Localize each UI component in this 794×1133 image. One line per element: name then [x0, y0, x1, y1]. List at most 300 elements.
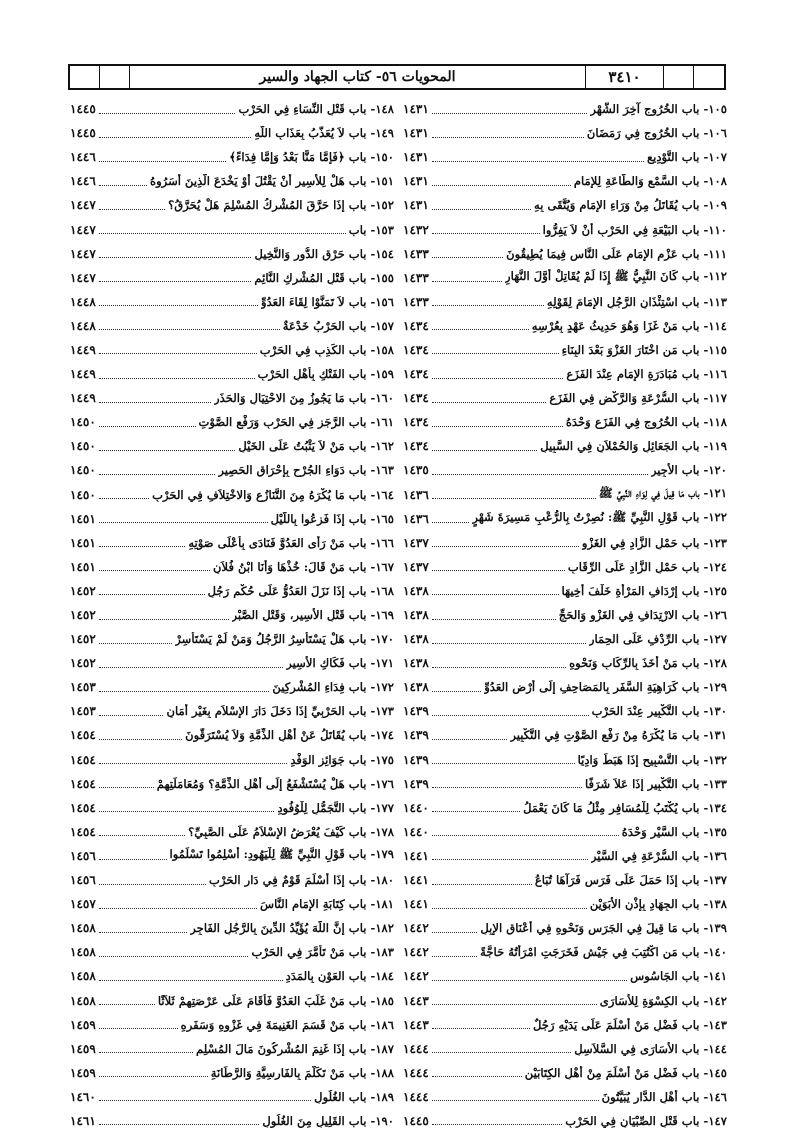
toc-entry — [403, 579, 727, 603]
toc-entry — [403, 242, 727, 266]
toc-entry-title: ١٣٩- باب مَا قِيلَ فِي الجَرَسِ وَنَحْوِهِ فِي أَعْنَاقِ الإِبِلِ — [480, 921, 727, 936]
toc-entry-title: ١٨٩- باب الغُلُولِ — [314, 1089, 394, 1104]
toc-entry-page: ١٤٣٦ — [403, 487, 429, 502]
toc-entry-page: ١٤٥٨ — [70, 945, 96, 960]
toc-entry — [403, 338, 727, 362]
toc-entry-title: ١١٨- باب الخُرُوجِ فِي الفَزَعِ وَحْدَهُ — [565, 415, 727, 430]
dot-leader — [432, 378, 564, 379]
dot-leader — [432, 305, 544, 306]
dot-leader — [432, 932, 478, 933]
toc-column-left — [70, 97, 394, 1128]
toc-entry-title: ١٣١- باب مَا يُكْرَهُ مِنْ رَفْعِ الصَّوْتِ فِي التَّكْبِيرِ — [510, 728, 727, 743]
toc-entry — [403, 290, 727, 314]
toc-entry-page: ١٤٥٤ — [70, 728, 96, 743]
toc-entry — [403, 964, 727, 988]
toc-entry-title: ١٨٨- باب مَنْ تَكَلَّمَ بِالفَارِسِيَّةِ وَالرَّطَانَةِ — [210, 1065, 394, 1080]
dot-leader — [432, 353, 559, 354]
toc-entry-page: ١٤٣٦ — [403, 511, 429, 526]
toc-entry-page: ١٤٥٠ — [70, 487, 96, 502]
toc-entry-title: ١٤٠- باب مَنِ اكْتُتِبَ فِي جَيْشٍ فَخَرَجَتِ امْرَأَتُهُ حَاجَّةً — [480, 945, 727, 960]
dot-leader — [99, 402, 211, 403]
toc-entry-page: ١٤٤١ — [403, 848, 429, 863]
toc-entry — [70, 242, 394, 266]
dot-leader — [432, 667, 566, 668]
toc-entry — [403, 434, 727, 458]
toc-entry-title: ١٧٥- باب جَوَائِزِ الوَفْدِ — [290, 752, 394, 767]
toc-entry — [403, 1109, 727, 1133]
toc-entry-page: ١٤٥٦ — [70, 873, 96, 888]
toc-entry-title: ١٧٠- باب هَلْ يَسْتَأْسِرُ الرَّجُلُ وَمَنْ لَمْ يَسْتَأْسِرْ — [175, 632, 394, 647]
toc-entry-page: ١٤٥١ — [70, 559, 96, 574]
toc-entry — [403, 458, 727, 482]
toc-entry — [70, 362, 394, 386]
dot-leader — [99, 281, 252, 282]
dot-leader — [99, 498, 149, 499]
dot-leader — [432, 1076, 522, 1077]
toc-entry-page: ١٤٣٤ — [403, 318, 429, 333]
dot-leader — [432, 522, 470, 523]
dot-leader — [99, 884, 206, 885]
toc-entry — [403, 362, 727, 386]
page-header — [68, 64, 726, 90]
toc-entry-title: ١٤٧- باب قَتْلِ الصِّبْيَانِ فِي الحَرْبِ — [565, 1113, 727, 1128]
toc-entry-page: ١٤٣١ — [403, 150, 429, 165]
toc-entry-title: ١٥١- باب هَلْ لِلأَسِيرِ أَنْ يَقْتُلَ أَوْ يَخْدَعَ الَّذِينَ أَسَرُوهُ — [150, 174, 394, 189]
dot-leader — [99, 715, 164, 716]
toc-entry-page: ١٤٤٥ — [70, 102, 96, 117]
toc-entry-page: ١٤٣٨ — [403, 608, 429, 623]
dot-leader — [432, 691, 481, 692]
toc-entry-page: ١٤٣١ — [403, 126, 429, 141]
toc-entry-page: ١٤٤٨ — [70, 318, 96, 333]
dot-leader — [432, 233, 540, 234]
dot-leader — [432, 498, 596, 499]
dot-leader — [99, 305, 258, 306]
header-empty-cell — [70, 66, 100, 88]
dot-leader — [432, 426, 563, 427]
toc-entry-title: ١٤٥- باب فَضْلِ مَنْ أَسْلَمَ مِنْ أَهْلِ الكِتَابَيْنِ — [524, 1065, 727, 1080]
toc-entry-title: ١٣٠- باب التَّكْبِيرِ عِنْدَ الحَرْبِ — [591, 704, 727, 719]
toc-entry-page: ١٤٥٢ — [70, 583, 96, 598]
toc-entry — [403, 169, 727, 193]
dot-leader — [99, 980, 283, 981]
toc-entry-title: ١٠٧- باب التَّوْدِيعِ — [646, 150, 727, 165]
toc-entry-page: ١٤٥٤ — [70, 824, 96, 839]
toc-entry-page: ١٤٣٧ — [403, 535, 429, 550]
toc-entry — [70, 748, 394, 772]
toc-entry — [403, 386, 727, 410]
toc-entry-page: ١٤٥٣ — [70, 704, 96, 719]
toc-entry-page: ١٤٦١ — [70, 1113, 96, 1128]
toc-entry — [403, 796, 727, 820]
dot-leader — [99, 522, 268, 523]
toc-entry-title: ١٦٠- باب مَا يَجُوزُ مِنَ الاحْتِيَالِ وَالحَذَرِ — [214, 391, 394, 406]
toc-entry-title: ١٦٣- باب دَوَاءِ الجُرْحِ بِإِحْرَاقِ الحَصِيرِ — [218, 463, 394, 478]
toc-entry-title: ١٨٤- باب العَوْنِ بِالمَدَدِ — [285, 969, 394, 984]
toc-entry-title: ١٢٤- باب حَمْلِ الزَّادِ عَلَى الرِّقَابِ — [567, 559, 727, 574]
dot-leader — [432, 185, 571, 186]
toc-entry — [70, 675, 394, 699]
toc-entry — [70, 1061, 394, 1085]
toc-entry-title: ١٥٠- باب ﴿فَإِمَّا مَنًّا بَعْدُ وَإِمَّا فِدَاءً﴾ — [229, 150, 394, 165]
toc-entry-title: ١١٠- باب البَيْعَةِ فِي الحَرْبِ أَنْ لاَ يَفِرُّوا — [542, 222, 727, 237]
dot-leader — [432, 739, 508, 740]
toc-entry-title: ١١٩- باب الجَعَائِلِ وَالحُمْلاَنِ فِي السَّبِيلِ — [540, 439, 727, 454]
toc-entry-page: ١٤٥٨ — [70, 969, 96, 984]
toc-entry-title: ١٥٤- باب حَرْقِ الدُّورِ وَالنَّخِيلِ — [254, 246, 394, 261]
dot-leader — [432, 594, 559, 595]
toc-entry-page: ١٤٤٠ — [403, 824, 429, 839]
toc-entry-page: ١٤٤٧ — [70, 246, 96, 261]
dot-leader — [432, 956, 477, 957]
toc-entry — [403, 748, 727, 772]
toc-entry-title: ١٢٩- باب كَرَاهِيَةِ السَّفَرِ بِالمَصَاحِفِ إِلَى أَرْضِ العَدُوِّ — [484, 680, 727, 695]
toc-entry-title: ١١٦- باب مُبَادَرَةِ الإِمَامِ عِنْدَ الفَزَعِ — [566, 367, 727, 382]
toc-entry-title: ١٨٥- باب مَنْ غَلَبَ العَدُوَّ فَأَقَامَ عَلَى عَرْصَتِهِمْ ثَلاَثًا — [157, 993, 394, 1008]
toc-entry — [70, 1085, 394, 1109]
toc-entry — [403, 844, 727, 868]
toc-entry-title: ١٢٧- باب الرِّدْفِ عَلَى الحِمَارِ — [588, 632, 727, 647]
toc-entry-title: ١٦٩- باب قَتْلِ الأَسِيرِ، وَقَتْلِ الصَّبْرِ — [231, 608, 394, 623]
dot-leader — [99, 619, 229, 620]
toc-entry-page: ١٤٤٢ — [403, 945, 429, 960]
dot-leader — [432, 1028, 530, 1029]
toc-entry — [70, 266, 394, 290]
toc-entry-page: ١٤٣٣ — [403, 294, 429, 309]
toc-entry — [70, 844, 394, 868]
dot-leader — [99, 185, 147, 186]
toc-entry-page: ١٤٣٣ — [403, 270, 429, 285]
toc-list-left — [70, 97, 394, 1133]
toc-entry — [70, 868, 394, 892]
dot-leader — [432, 980, 627, 981]
toc-entry-page: ١٤٣٤ — [403, 342, 429, 357]
header-empty-cell — [694, 66, 724, 88]
toc-entry-title: ١٤٩- باب لاَ يُعَذَّبُ بِعَذَابِ اللَّهِ — [254, 126, 394, 141]
toc-entry-title: ١٨٠- باب إِذَا أَسْلَمَ قَوْمٌ فِي دَارِ الحَرْبِ — [209, 873, 394, 888]
toc-entry — [403, 97, 727, 121]
dot-leader — [99, 1052, 193, 1053]
toc-entry — [70, 169, 394, 193]
dot-leader — [432, 859, 588, 860]
toc-entry-page: ١٤٥١ — [70, 511, 96, 526]
dot-leader — [99, 426, 196, 427]
dot-leader — [99, 474, 216, 475]
dot-leader — [99, 1124, 260, 1125]
toc-entry-page: ١٤٥٢ — [70, 608, 96, 623]
toc-entry — [403, 555, 727, 579]
toc-entry-title: ١٧٩- باب قَوْلِ النَّبِيِّ ﷺ لِلْيَهُودِ: أَسْلِمُوا تَسْلَمُوا — [169, 847, 394, 862]
toc-entry — [70, 145, 394, 169]
toc-entry — [403, 603, 727, 627]
toc-entry-title: ١٦٤- باب مَا يُكْرَهُ مِنَ التَّنَازُعِ وَالاخْتِلاَفِ فِي الحَرْبِ — [152, 487, 394, 502]
dot-leader — [432, 884, 532, 885]
dot-leader — [99, 113, 236, 114]
dot-leader — [432, 908, 587, 909]
toc-entry — [403, 627, 727, 651]
toc-entry-title: ١١٥- باب مَنِ اخْتَارَ الغَزْوَ بَعْدَ البِنَاءِ — [561, 342, 727, 357]
toc-entry-title: ١٧٢- باب فِدَاءِ المُشْرِكِينَ — [272, 680, 394, 695]
toc-entry — [70, 97, 394, 121]
dot-leader — [99, 691, 270, 692]
toc-entry-title: ١١٧- باب السُّرْعَةِ وَالرَّكْضِ فِي الفَزَعِ — [549, 391, 727, 406]
dot-leader — [432, 257, 503, 258]
toc-entry-title: ١١٢- باب كَانَ النَّبِيُّ ﷺ إِذَا لَمْ يُقَاتِلْ أَوَّلَ النَّهَارِ — [505, 269, 727, 284]
toc-entry-page: ١٤٣٥ — [403, 463, 429, 478]
toc-entry — [70, 217, 394, 241]
dot-leader — [99, 643, 172, 644]
toc-entry — [70, 531, 394, 555]
dot-leader — [432, 281, 502, 282]
toc-entry-title: ١٧٣- باب الحَرْبِيِّ إِذَا دَخَلَ دَارَ الإِسْلاَمِ بِغَيْرِ أَمَانٍ — [166, 704, 394, 719]
dot-leader — [432, 450, 537, 451]
toc-entry-page: ١٤٤٢ — [403, 921, 429, 936]
dot-leader — [432, 715, 589, 716]
toc-entry-title: ١٤٣- باب فَضْلِ مَنْ أَسْلَمَ عَلَى يَدَيْهِ رَجُلٌ — [532, 1017, 727, 1032]
toc-entry-title: ١١٤- باب مَنْ غَزَا وَهُوَ حَدِيثُ عَهْدٍ بِعُرْسِهِ — [531, 318, 727, 333]
toc-entry-page: ١٤٣٨ — [403, 680, 429, 695]
toc-entry-title: ١٦٥- باب إِذَا فَزِعُوا بِاللَّيْلِ — [270, 511, 394, 526]
toc-entry-title: ١٤٤- باب الأُسَارَى فِي السَّلاَسِلِ — [574, 1041, 727, 1056]
toc-entry-title: ١٨٢- باب إِنَّ اللَّهَ يُؤَيِّدُ الدِّينَ بِالرَّجُلِ الفَاجِرِ — [190, 921, 394, 936]
toc-entry — [403, 1085, 727, 1109]
toc-entry — [403, 314, 727, 338]
toc-entry-title: ١٣٣- باب التَّكْبِيرِ إِذَا عَلاَ شَرَفًا — [584, 776, 727, 791]
toc-entry — [403, 651, 727, 675]
toc-entry-page: ١٤٤٤ — [403, 1041, 429, 1056]
toc-entry — [403, 892, 727, 916]
dot-leader — [432, 787, 582, 788]
dot-leader — [432, 113, 588, 114]
toc-entry — [70, 579, 394, 603]
toc-entry — [70, 483, 394, 507]
dot-leader — [432, 546, 579, 547]
toc-entry-page: ١٤٤٩ — [70, 342, 96, 357]
toc-entry-page: ١٤٣٨ — [403, 656, 429, 671]
dot-leader — [432, 1052, 571, 1053]
toc-entry — [403, 1061, 727, 1085]
dot-leader — [99, 811, 275, 812]
toc-entry — [70, 338, 394, 362]
toc-entry — [403, 940, 727, 964]
toc-entry — [403, 675, 727, 699]
toc-entry — [70, 434, 394, 458]
toc-entry-title: ١٦٢- باب مَنْ لاَ يَثْبُتُ عَلَى الخَيْلِ — [238, 439, 394, 454]
toc-entry-page: ١٤٤٤ — [403, 1089, 429, 1104]
toc-entry — [70, 1109, 394, 1133]
header-empty-cell — [664, 66, 694, 88]
dot-leader — [432, 1004, 597, 1005]
toc-entry — [70, 1013, 394, 1037]
toc-entry-title: ١٦٦- باب مَنْ رَأَى العَدُوَّ فَنَادَى بِأَعْلَى صَوْتِهِ — [188, 535, 394, 550]
dot-leader — [432, 1124, 562, 1125]
toc-entry-page: ١٤٥١ — [70, 535, 96, 550]
dot-leader — [99, 570, 210, 571]
toc-entry-page: ١٤٤٧ — [70, 222, 96, 237]
toc-entry-page: ١٤٤٣ — [403, 1017, 429, 1032]
toc-entry — [403, 193, 727, 217]
toc-entry — [403, 772, 727, 796]
toc-entry-page: ١٤٤٤ — [403, 1065, 429, 1080]
toc-entry — [70, 410, 394, 434]
toc-entry-title: ١٦٧- باب مَنْ قَالَ: خُذْهَا وَأَنَا ابْنُ فُلاَنٍ — [213, 559, 394, 574]
toc-entry-title: ١٢١- باب مَا قِيلَ فِي لِوَاءِ النَّبِيِّ ﷺ — [598, 486, 727, 501]
toc-entry-page: ١٤٤٣ — [403, 993, 429, 1008]
toc-entry-title: ١٧٨- باب كَيْفَ يُعْرَضُ الإِسْلاَمُ عَلَى الصَّبِيِّ؟ — [188, 824, 394, 839]
toc-entry — [403, 266, 727, 290]
toc-entry-title: ١٠٥- باب الخُرُوجِ آخِرَ الشَّهْرِ — [590, 102, 727, 117]
toc-entry — [70, 964, 394, 988]
toc-entry-page: ١٤٥٦ — [70, 848, 96, 863]
dot-leader — [99, 1076, 208, 1077]
toc-entry-title: ١٥٦- باب لاَ تَمَنَّوْا لِقَاءَ العَدُوِّ — [260, 294, 394, 309]
toc-entry-title: ١٥٥- باب قَتْلِ المُشْرِكِ النَّائِمِ — [254, 270, 394, 285]
toc-entry-title: ١٢٨- باب مَنْ أَخَذَ بِالرِّكَابِ وَنَحْوِهِ — [569, 656, 727, 671]
toc-entry — [70, 603, 394, 627]
toc-entry-title: ١٣٢- باب التَّسْبِيحِ إِذَا هَبَطَ وَادِيًا — [577, 752, 727, 767]
dot-leader — [99, 161, 226, 162]
dot-leader — [432, 763, 575, 764]
toc-entry — [70, 820, 394, 844]
toc-entry-title: ١٥٧- باب الحَرْبُ خَدْعَةٌ — [282, 318, 394, 333]
toc-entry-title: ١٢٣- باب حَمْلِ الزَّادِ فِي الغَزْوِ — [581, 535, 727, 550]
toc-entry-page: ١٤٤٨ — [70, 294, 96, 309]
toc-entry-page: ١٤٣١ — [403, 102, 429, 117]
toc-entry-title: ١٥٨- باب الكَذِبِ فِي الحَرْبِ — [259, 342, 394, 357]
toc-entry — [403, 483, 727, 507]
toc-entry-page: ١٤٤٩ — [70, 367, 96, 382]
toc-entry-page: ١٤٣٨ — [403, 632, 429, 647]
toc-entry-page: ١٤٤١ — [403, 873, 429, 888]
toc-entry-page: ١٤٥٣ — [70, 680, 96, 695]
toc-entry-page: ١٤٤٦ — [70, 174, 96, 189]
toc-entry-title: ١٨٧- باب إِذَا غَنِمَ المُشْرِكُونَ مَالَ المُسْلِمِ — [195, 1041, 394, 1056]
dot-leader — [432, 619, 556, 620]
toc-entry-page: ١٤٥٠ — [70, 415, 96, 430]
toc-entry — [403, 723, 727, 747]
dot-leader — [99, 546, 186, 547]
toc-entry-title: ١٣٥- باب السَّيْرِ وَحْدَهُ — [621, 824, 727, 839]
toc-entry-page: ١٤٣٣ — [403, 246, 429, 261]
toc-entry — [70, 555, 394, 579]
dot-leader — [99, 233, 346, 234]
toc-entry-title: ١٠٨- باب السَّمْعِ وَالطَّاعَةِ لِلإِمَامِ — [573, 174, 727, 189]
toc-entry-title: ١٢٢- باب قَوْلِ النَّبِيِّ ﷺ: نُصِرْتُ بِالرُّعْبِ مَسِيرَةَ شَهْرٍ — [472, 510, 727, 525]
toc-entry-page: ١٤٥٨ — [70, 921, 96, 936]
toc-entry-page: ١٤٣٤ — [403, 439, 429, 454]
page-header-title: المحويات ٥٦- كتاب الجهاد والسير — [130, 66, 586, 88]
dot-leader — [432, 402, 547, 403]
toc-entry — [403, 410, 727, 434]
toc-entry-title: ١٩٠- باب القَلِيلِ مِنَ الغُلُولِ — [262, 1113, 394, 1128]
toc-entry-page: ١٤٤٧ — [70, 270, 96, 285]
dot-leader — [99, 739, 182, 740]
dot-leader — [99, 378, 255, 379]
toc-entry-title: ١٥٢- باب إِذَا حَرَّقَ المُشْرِكُ المُسْلِمَ هَلْ يُحَرَّقُ؟ — [168, 198, 394, 213]
toc-entry — [70, 386, 394, 410]
toc-entry — [70, 627, 394, 651]
toc-entry-title: ١٦٨- باب إِذَا نَزَلَ العَدُوُّ عَلَى حُكْمِ رَجُلٍ — [207, 583, 394, 598]
toc-entry-page: ١٤٤٢ — [403, 969, 429, 984]
dot-leader — [99, 835, 185, 836]
toc-entry-page: ١٤٣٧ — [403, 559, 429, 574]
toc-entry-title: ١٣٧- باب إِذَا حَمَلَ عَلَى فَرَسٍ فَرَآهَا تُبَاعُ — [534, 873, 727, 888]
dot-leader — [99, 137, 252, 138]
toc-entry-title: ١٨٣- باب مَنْ تَأَمَّرَ فِي الحَرْبِ — [251, 945, 394, 960]
toc-entry — [403, 217, 727, 241]
toc-entry — [403, 121, 727, 145]
dot-leader — [99, 787, 154, 788]
toc-entry — [70, 723, 394, 747]
dot-leader — [432, 329, 529, 330]
toc-entry-title: ١٢٥- باب إِرْدَافِ المَرْأَةِ خَلْفَ أَخِيهَا — [561, 583, 727, 598]
dot-leader — [99, 1028, 178, 1029]
dot-leader — [99, 1100, 311, 1101]
toc-entry — [70, 1037, 394, 1061]
toc-entry — [70, 699, 394, 723]
toc-entry — [70, 121, 394, 145]
toc-entry-page: ١٤٤٩ — [70, 391, 96, 406]
dot-leader — [99, 859, 167, 860]
toc-entry — [403, 988, 727, 1012]
toc-entry-page: ١٤٣٩ — [403, 704, 429, 719]
toc-entry — [70, 772, 394, 796]
dot-leader — [99, 450, 236, 451]
toc-entry-title: ١٨٦- باب مَنْ قَسَمَ الغَنِيمَةَ فِي غَزْوِهِ وَسَفَرِهِ — [180, 1017, 394, 1032]
toc-entry-page: ١٤٣٤ — [403, 415, 429, 430]
toc-entry-page: ١٤٤٦ — [70, 150, 96, 165]
toc-entry — [70, 314, 394, 338]
toc-entry-title: ١٤١- باب الجَاسُوسِ — [630, 969, 727, 984]
toc-entry-page: ١٤٥٩ — [70, 1065, 96, 1080]
toc-entry-page: ١٤٥٤ — [70, 776, 96, 791]
toc-entry-title: ١٥٩- باب الفَتْكِ بِأَهْلِ الحَرْبِ — [257, 367, 394, 382]
toc-entry-title: ١٠٩- باب يُقَاتَلُ مِنْ وَرَاءِ الإِمَامِ وَيُتَّقَى بِهِ — [533, 198, 727, 213]
page-number: ٣٤١٠ — [586, 66, 664, 88]
toc-entry-page: ١٤٥٢ — [70, 656, 96, 671]
dot-leader — [432, 1100, 599, 1101]
dot-leader — [99, 932, 187, 933]
toc-entry-title: ١٤٢- باب الكِسْوَةِ لِلأُسَارَى — [599, 993, 727, 1008]
dot-leader — [99, 908, 257, 909]
toc-entry-title: ١١٣- باب اسْتِئْذَانِ الرَّجُلِ الإِمَامَ لِقَوْلِهِ — [546, 294, 727, 309]
toc-entry — [403, 699, 727, 723]
toc-entry-page: ١٤٦٠ — [70, 1089, 96, 1104]
dot-leader — [99, 763, 288, 764]
dot-leader — [99, 667, 283, 668]
toc-entry-page: ١٤٥٤ — [70, 800, 96, 815]
toc-entry — [403, 531, 727, 555]
toc-entry-page: ١٤٥٢ — [70, 632, 96, 647]
toc-entry-page: ١٤٤٠ — [403, 800, 429, 815]
toc-column-right — [403, 97, 727, 1128]
header-empty-cell — [100, 66, 130, 88]
toc-entry — [70, 651, 394, 675]
dot-leader — [99, 329, 280, 330]
toc-entry-page: ١٤٣١ — [403, 174, 429, 189]
toc-entry-page: ١٤٣٩ — [403, 776, 429, 791]
toc-entry-page: ١٤٣٨ — [403, 583, 429, 598]
dot-leader — [99, 209, 165, 210]
toc-entry-page: ١٤٥٩ — [70, 1017, 96, 1032]
dot-leader — [432, 137, 584, 138]
toc-entry-title: ١٣٨- باب الجِهَادِ بِإِذْنِ الأَبَوَيْنِ — [589, 897, 727, 912]
dot-leader — [432, 835, 619, 836]
toc-entry-page: ١٤٤٧ — [70, 198, 96, 213]
dot-leader — [99, 353, 257, 354]
toc-entry — [70, 458, 394, 482]
dot-leader — [432, 161, 644, 162]
